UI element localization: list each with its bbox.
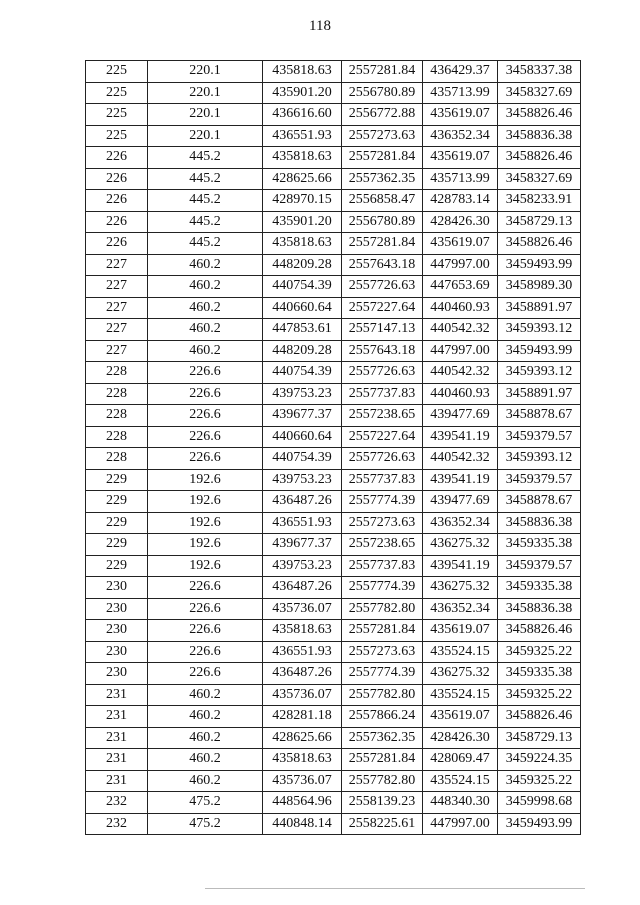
x2-cell: 436352.34: [423, 512, 498, 534]
plot-number-cell: 227: [86, 319, 148, 341]
area-cell: 460.2: [148, 770, 263, 792]
table-row: [86, 641, 581, 663]
x2-cell: 436275.32: [423, 534, 498, 556]
area-cell: 460.2: [148, 276, 263, 298]
table-row: [86, 684, 581, 706]
y1-cell: 2557147.13: [342, 319, 423, 341]
area-cell: 226.6: [148, 598, 263, 620]
plot-number-cell: 229: [86, 512, 148, 534]
x1-cell: 435901.20: [263, 82, 342, 104]
x1-cell: 440754.39: [263, 276, 342, 298]
plot-number-cell: 231: [86, 727, 148, 749]
plot-number-cell: 226: [86, 211, 148, 233]
y2-cell: 3459325.22: [498, 684, 581, 706]
x2-cell: 440542.32: [423, 362, 498, 384]
x2-cell: 435619.07: [423, 233, 498, 255]
x2-cell: 439541.19: [423, 426, 498, 448]
area-cell: 226.6: [148, 663, 263, 685]
area-cell: 220.1: [148, 82, 263, 104]
plot-number-cell: 231: [86, 770, 148, 792]
y2-cell: 3459393.12: [498, 448, 581, 470]
y1-cell: 2556780.89: [342, 211, 423, 233]
plot-number-cell: 228: [86, 405, 148, 427]
table-row: [86, 276, 581, 298]
table-row: [86, 61, 581, 83]
y1-cell: 2557726.63: [342, 362, 423, 384]
area-cell: 475.2: [148, 792, 263, 814]
x2-cell: 435524.15: [423, 641, 498, 663]
area-cell: 475.2: [148, 813, 263, 835]
area-cell: 445.2: [148, 168, 263, 190]
x1-cell: 435736.07: [263, 770, 342, 792]
y2-cell: 3458826.46: [498, 147, 581, 169]
area-cell: 192.6: [148, 491, 263, 513]
y2-cell: 3458327.69: [498, 168, 581, 190]
area-cell: 192.6: [148, 555, 263, 577]
x2-cell: 447997.00: [423, 254, 498, 276]
plot-number-cell: 227: [86, 276, 148, 298]
y2-cell: 3458878.67: [498, 491, 581, 513]
area-cell: 460.2: [148, 727, 263, 749]
area-cell: 445.2: [148, 190, 263, 212]
x1-cell: 436616.60: [263, 104, 342, 126]
plot-number-cell: 226: [86, 168, 148, 190]
y1-cell: 2556772.88: [342, 104, 423, 126]
y2-cell: 3459224.35: [498, 749, 581, 771]
x2-cell: 435524.15: [423, 684, 498, 706]
area-cell: 226.6: [148, 448, 263, 470]
x2-cell: 436429.37: [423, 61, 498, 83]
y1-cell: 2558225.61: [342, 813, 423, 835]
x1-cell: 448209.28: [263, 254, 342, 276]
x1-cell: 435818.63: [263, 620, 342, 642]
y1-cell: 2557782.80: [342, 770, 423, 792]
y1-cell: 2556858.47: [342, 190, 423, 212]
table-row: [86, 491, 581, 513]
plot-number-cell: 227: [86, 297, 148, 319]
y2-cell: 3458729.13: [498, 727, 581, 749]
table-row: [86, 147, 581, 169]
table-row: [86, 512, 581, 534]
plot-number-cell: 227: [86, 254, 148, 276]
plot-number-cell: 231: [86, 706, 148, 728]
area-cell: 460.2: [148, 340, 263, 362]
x2-cell: 428426.30: [423, 211, 498, 233]
y1-cell: 2557726.63: [342, 276, 423, 298]
x2-cell: 447997.00: [423, 340, 498, 362]
x1-cell: 436487.26: [263, 663, 342, 685]
y1-cell: 2557643.18: [342, 254, 423, 276]
x1-cell: 428970.15: [263, 190, 342, 212]
x1-cell: 440848.14: [263, 813, 342, 835]
table-row: [86, 598, 581, 620]
area-cell: 226.6: [148, 383, 263, 405]
x2-cell: 435713.99: [423, 82, 498, 104]
x2-cell: 436275.32: [423, 577, 498, 599]
y2-cell: 3459393.12: [498, 362, 581, 384]
y1-cell: 2556780.89: [342, 82, 423, 104]
table-row: [86, 362, 581, 384]
plot-number-cell: 226: [86, 147, 148, 169]
y2-cell: 3459325.22: [498, 770, 581, 792]
table-row: [86, 233, 581, 255]
y2-cell: 3459493.99: [498, 254, 581, 276]
y1-cell: 2557726.63: [342, 448, 423, 470]
area-cell: 220.1: [148, 104, 263, 126]
plot-number-cell: 228: [86, 426, 148, 448]
x1-cell: 447853.61: [263, 319, 342, 341]
y2-cell: 3458878.67: [498, 405, 581, 427]
x2-cell: 440460.93: [423, 297, 498, 319]
table-row: [86, 792, 581, 814]
y2-cell: 3459335.38: [498, 577, 581, 599]
plot-number-cell: 225: [86, 82, 148, 104]
y1-cell: 2557238.65: [342, 405, 423, 427]
x1-cell: 436487.26: [263, 491, 342, 513]
y2-cell: 3458836.38: [498, 125, 581, 147]
table-row: [86, 448, 581, 470]
table-row: [86, 663, 581, 685]
y2-cell: 3459379.57: [498, 555, 581, 577]
table-row: [86, 211, 581, 233]
y2-cell: 3459335.38: [498, 534, 581, 556]
plot-number-cell: 230: [86, 641, 148, 663]
x1-cell: 436551.93: [263, 641, 342, 663]
y1-cell: 2557273.63: [342, 125, 423, 147]
x1-cell: 435818.63: [263, 147, 342, 169]
table-row: [86, 190, 581, 212]
plot-number-cell: 230: [86, 577, 148, 599]
plot-number-cell: 228: [86, 362, 148, 384]
y2-cell: 3459325.22: [498, 641, 581, 663]
area-cell: 445.2: [148, 211, 263, 233]
table-row: [86, 340, 581, 362]
x2-cell: 436352.34: [423, 598, 498, 620]
table-row: [86, 383, 581, 405]
page-bottom-line: [205, 888, 585, 889]
x1-cell: 435818.63: [263, 749, 342, 771]
x1-cell: 439677.37: [263, 405, 342, 427]
y2-cell: 3458891.97: [498, 383, 581, 405]
x2-cell: 435524.15: [423, 770, 498, 792]
y1-cell: 2557281.84: [342, 61, 423, 83]
y1-cell: 2557362.35: [342, 168, 423, 190]
y1-cell: 2557782.80: [342, 684, 423, 706]
area-cell: 226.6: [148, 620, 263, 642]
y1-cell: 2557866.24: [342, 706, 423, 728]
table-row: [86, 727, 581, 749]
y2-cell: 3459379.57: [498, 469, 581, 491]
y1-cell: 2557238.65: [342, 534, 423, 556]
y2-cell: 3459493.99: [498, 813, 581, 835]
plot-number-cell: 231: [86, 684, 148, 706]
x1-cell: 439753.23: [263, 383, 342, 405]
x1-cell: 435736.07: [263, 598, 342, 620]
y1-cell: 2557281.84: [342, 147, 423, 169]
y2-cell: 3458729.13: [498, 211, 581, 233]
table-row: [86, 620, 581, 642]
x2-cell: 447653.69: [423, 276, 498, 298]
y1-cell: 2557737.83: [342, 555, 423, 577]
x1-cell: 440660.64: [263, 426, 342, 448]
table-row: [86, 297, 581, 319]
plot-number-cell: 229: [86, 555, 148, 577]
y2-cell: 3459393.12: [498, 319, 581, 341]
table-row: [86, 104, 581, 126]
x1-cell: 428281.18: [263, 706, 342, 728]
x1-cell: 436551.93: [263, 512, 342, 534]
x1-cell: 428625.66: [263, 727, 342, 749]
table-row: [86, 469, 581, 491]
area-cell: 192.6: [148, 512, 263, 534]
x2-cell: 435619.07: [423, 620, 498, 642]
y2-cell: 3458327.69: [498, 82, 581, 104]
y1-cell: 2557273.63: [342, 512, 423, 534]
y1-cell: 2557774.39: [342, 663, 423, 685]
y2-cell: 3458836.38: [498, 512, 581, 534]
plot-number-cell: 228: [86, 383, 148, 405]
y1-cell: 2557643.18: [342, 340, 423, 362]
x1-cell: 448564.96: [263, 792, 342, 814]
x2-cell: 435619.07: [423, 706, 498, 728]
y1-cell: 2557227.64: [342, 426, 423, 448]
plot-number-cell: 228: [86, 448, 148, 470]
plot-number-cell: 225: [86, 61, 148, 83]
plot-number-cell: 230: [86, 663, 148, 685]
x1-cell: 435818.63: [263, 61, 342, 83]
area-cell: 226.6: [148, 426, 263, 448]
x1-cell: 436487.26: [263, 577, 342, 599]
y2-cell: 3458989.30: [498, 276, 581, 298]
y2-cell: 3458891.97: [498, 297, 581, 319]
y1-cell: 2557774.39: [342, 491, 423, 513]
plot-number-cell: 230: [86, 620, 148, 642]
plot-number-cell: 231: [86, 749, 148, 771]
x2-cell: 439541.19: [423, 469, 498, 491]
x1-cell: 439677.37: [263, 534, 342, 556]
x2-cell: 440542.32: [423, 448, 498, 470]
x1-cell: 435736.07: [263, 684, 342, 706]
y2-cell: 3458826.46: [498, 706, 581, 728]
x2-cell: 428069.47: [423, 749, 498, 771]
area-cell: 220.1: [148, 125, 263, 147]
area-cell: 460.2: [148, 254, 263, 276]
area-cell: 226.6: [148, 405, 263, 427]
page-number: 118: [309, 18, 331, 34]
x2-cell: 435619.07: [423, 147, 498, 169]
area-cell: 460.2: [148, 706, 263, 728]
table-row: [86, 426, 581, 448]
area-cell: 460.2: [148, 684, 263, 706]
y1-cell: 2557782.80: [342, 598, 423, 620]
x2-cell: 436352.34: [423, 125, 498, 147]
area-cell: 192.6: [148, 534, 263, 556]
area-cell: 460.2: [148, 297, 263, 319]
x1-cell: 439753.23: [263, 555, 342, 577]
area-cell: 220.1: [148, 61, 263, 83]
table-row: [86, 319, 581, 341]
x1-cell: 436551.93: [263, 125, 342, 147]
y1-cell: 2557273.63: [342, 641, 423, 663]
table-row: [86, 706, 581, 728]
table-row: [86, 125, 581, 147]
y2-cell: 3458826.46: [498, 233, 581, 255]
plot-number-cell: 225: [86, 104, 148, 126]
table-row: [86, 577, 581, 599]
x2-cell: 447997.00: [423, 813, 498, 835]
plot-number-cell: 229: [86, 491, 148, 513]
x1-cell: 440660.64: [263, 297, 342, 319]
y1-cell: 2557281.84: [342, 233, 423, 255]
plot-number-cell: 227: [86, 340, 148, 362]
plot-number-cell: 225: [86, 125, 148, 147]
x2-cell: 428783.14: [423, 190, 498, 212]
y2-cell: 3459379.57: [498, 426, 581, 448]
x2-cell: 435619.07: [423, 104, 498, 126]
y1-cell: 2557281.84: [342, 749, 423, 771]
y1-cell: 2557281.84: [342, 620, 423, 642]
y2-cell: 3458836.38: [498, 598, 581, 620]
area-cell: 192.6: [148, 469, 263, 491]
area-cell: 445.2: [148, 233, 263, 255]
plot-number-cell: 229: [86, 534, 148, 556]
x2-cell: 439541.19: [423, 555, 498, 577]
x1-cell: 428625.66: [263, 168, 342, 190]
table-row: [86, 168, 581, 190]
plot-number-cell: 230: [86, 598, 148, 620]
table-row: [86, 749, 581, 771]
plot-number-cell: 226: [86, 190, 148, 212]
area-cell: 460.2: [148, 749, 263, 771]
x2-cell: 440542.32: [423, 319, 498, 341]
x1-cell: 435901.20: [263, 211, 342, 233]
area-cell: 445.2: [148, 147, 263, 169]
table-row: [86, 405, 581, 427]
x2-cell: 448340.30: [423, 792, 498, 814]
y1-cell: 2557227.64: [342, 297, 423, 319]
coordinates-table-body: [86, 61, 581, 835]
x2-cell: 440460.93: [423, 383, 498, 405]
x1-cell: 440754.39: [263, 362, 342, 384]
table-row: [86, 534, 581, 556]
table-row: [86, 82, 581, 104]
y1-cell: 2557737.83: [342, 383, 423, 405]
y1-cell: 2557362.35: [342, 727, 423, 749]
area-cell: 460.2: [148, 319, 263, 341]
x2-cell: 439477.69: [423, 491, 498, 513]
x2-cell: 436275.32: [423, 663, 498, 685]
area-cell: 226.6: [148, 641, 263, 663]
table-row: [86, 770, 581, 792]
y2-cell: 3458337.38: [498, 61, 581, 83]
y2-cell: 3458826.46: [498, 620, 581, 642]
coordinates-table: [85, 60, 581, 835]
y2-cell: 3459493.99: [498, 340, 581, 362]
table-row: [86, 254, 581, 276]
y1-cell: 2557737.83: [342, 469, 423, 491]
y2-cell: 3459335.38: [498, 663, 581, 685]
y2-cell: 3458233.91: [498, 190, 581, 212]
x1-cell: 435818.63: [263, 233, 342, 255]
x2-cell: 439477.69: [423, 405, 498, 427]
table-row: [86, 555, 581, 577]
plot-number-cell: 226: [86, 233, 148, 255]
y1-cell: 2557774.39: [342, 577, 423, 599]
y2-cell: 3458826.46: [498, 104, 581, 126]
y1-cell: 2558139.23: [342, 792, 423, 814]
x1-cell: 448209.28: [263, 340, 342, 362]
y2-cell: 3459998.68: [498, 792, 581, 814]
table-row: [86, 813, 581, 835]
plot-number-cell: 232: [86, 813, 148, 835]
x2-cell: 428426.30: [423, 727, 498, 749]
area-cell: 226.6: [148, 362, 263, 384]
x1-cell: 440754.39: [263, 448, 342, 470]
x2-cell: 435713.99: [423, 168, 498, 190]
plot-number-cell: 232: [86, 792, 148, 814]
x1-cell: 439753.23: [263, 469, 342, 491]
area-cell: 226.6: [148, 577, 263, 599]
plot-number-cell: 229: [86, 469, 148, 491]
